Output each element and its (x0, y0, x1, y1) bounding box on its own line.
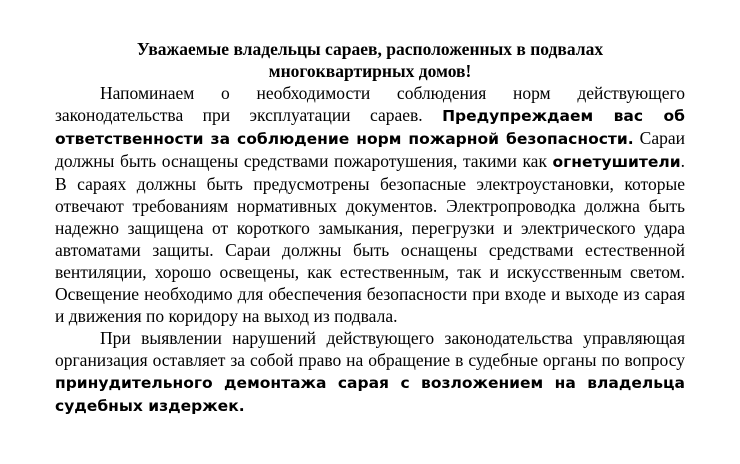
notice-title (55, 38, 685, 82)
p1-text-2: Сараи должны быть оснащены средствами пожаротушения, такими как (55, 128, 685, 171)
p2-text-1: При выявлении нарушений действующего законодательства управляющая организация оставляет за собой право на обращение в судебные органы по вопросу (55, 328, 685, 370)
paragraph-fire-safety (55, 82, 685, 327)
p1-text-3: . В сараях должны быть предусмотрены безопасные электроустановки, которые отвечают требованиям нормативных документов. Электропроводка должна быть надежно защищена от короткого замыкания, перегрузки и электрического удара автоматами защиты. Сараи должны быть оснащены средствами естественной вентиляции, хорошо освещены, как естественным, так и искусственным светом. Освещение необходимо для обеспечения безопасности при входе и выходе из сарая и движения по коридору на выход из подвала. (55, 151, 685, 326)
p2-bold-demolition: принудительного демонтажа сарая с возложением на владельца судебных издержек. (55, 374, 685, 415)
p1-bold-extinguishers: огнетушители (552, 153, 681, 171)
title-line-2: многоквартирных домов! (268, 61, 472, 81)
p1-bold-warning: Предупреждаем вас об ответственности за соблюдение норм пожарной безопасности. (55, 107, 685, 148)
p1-text-1: Напоминаем о необходимости соблюдения норм действующего законодательства при эксплуатации сараев. (55, 83, 685, 125)
notice-document (55, 38, 685, 417)
title-line-1: Уважаемые владельцы сараев, расположенных в подвалах (136, 39, 604, 59)
paragraph-violations (55, 327, 685, 417)
